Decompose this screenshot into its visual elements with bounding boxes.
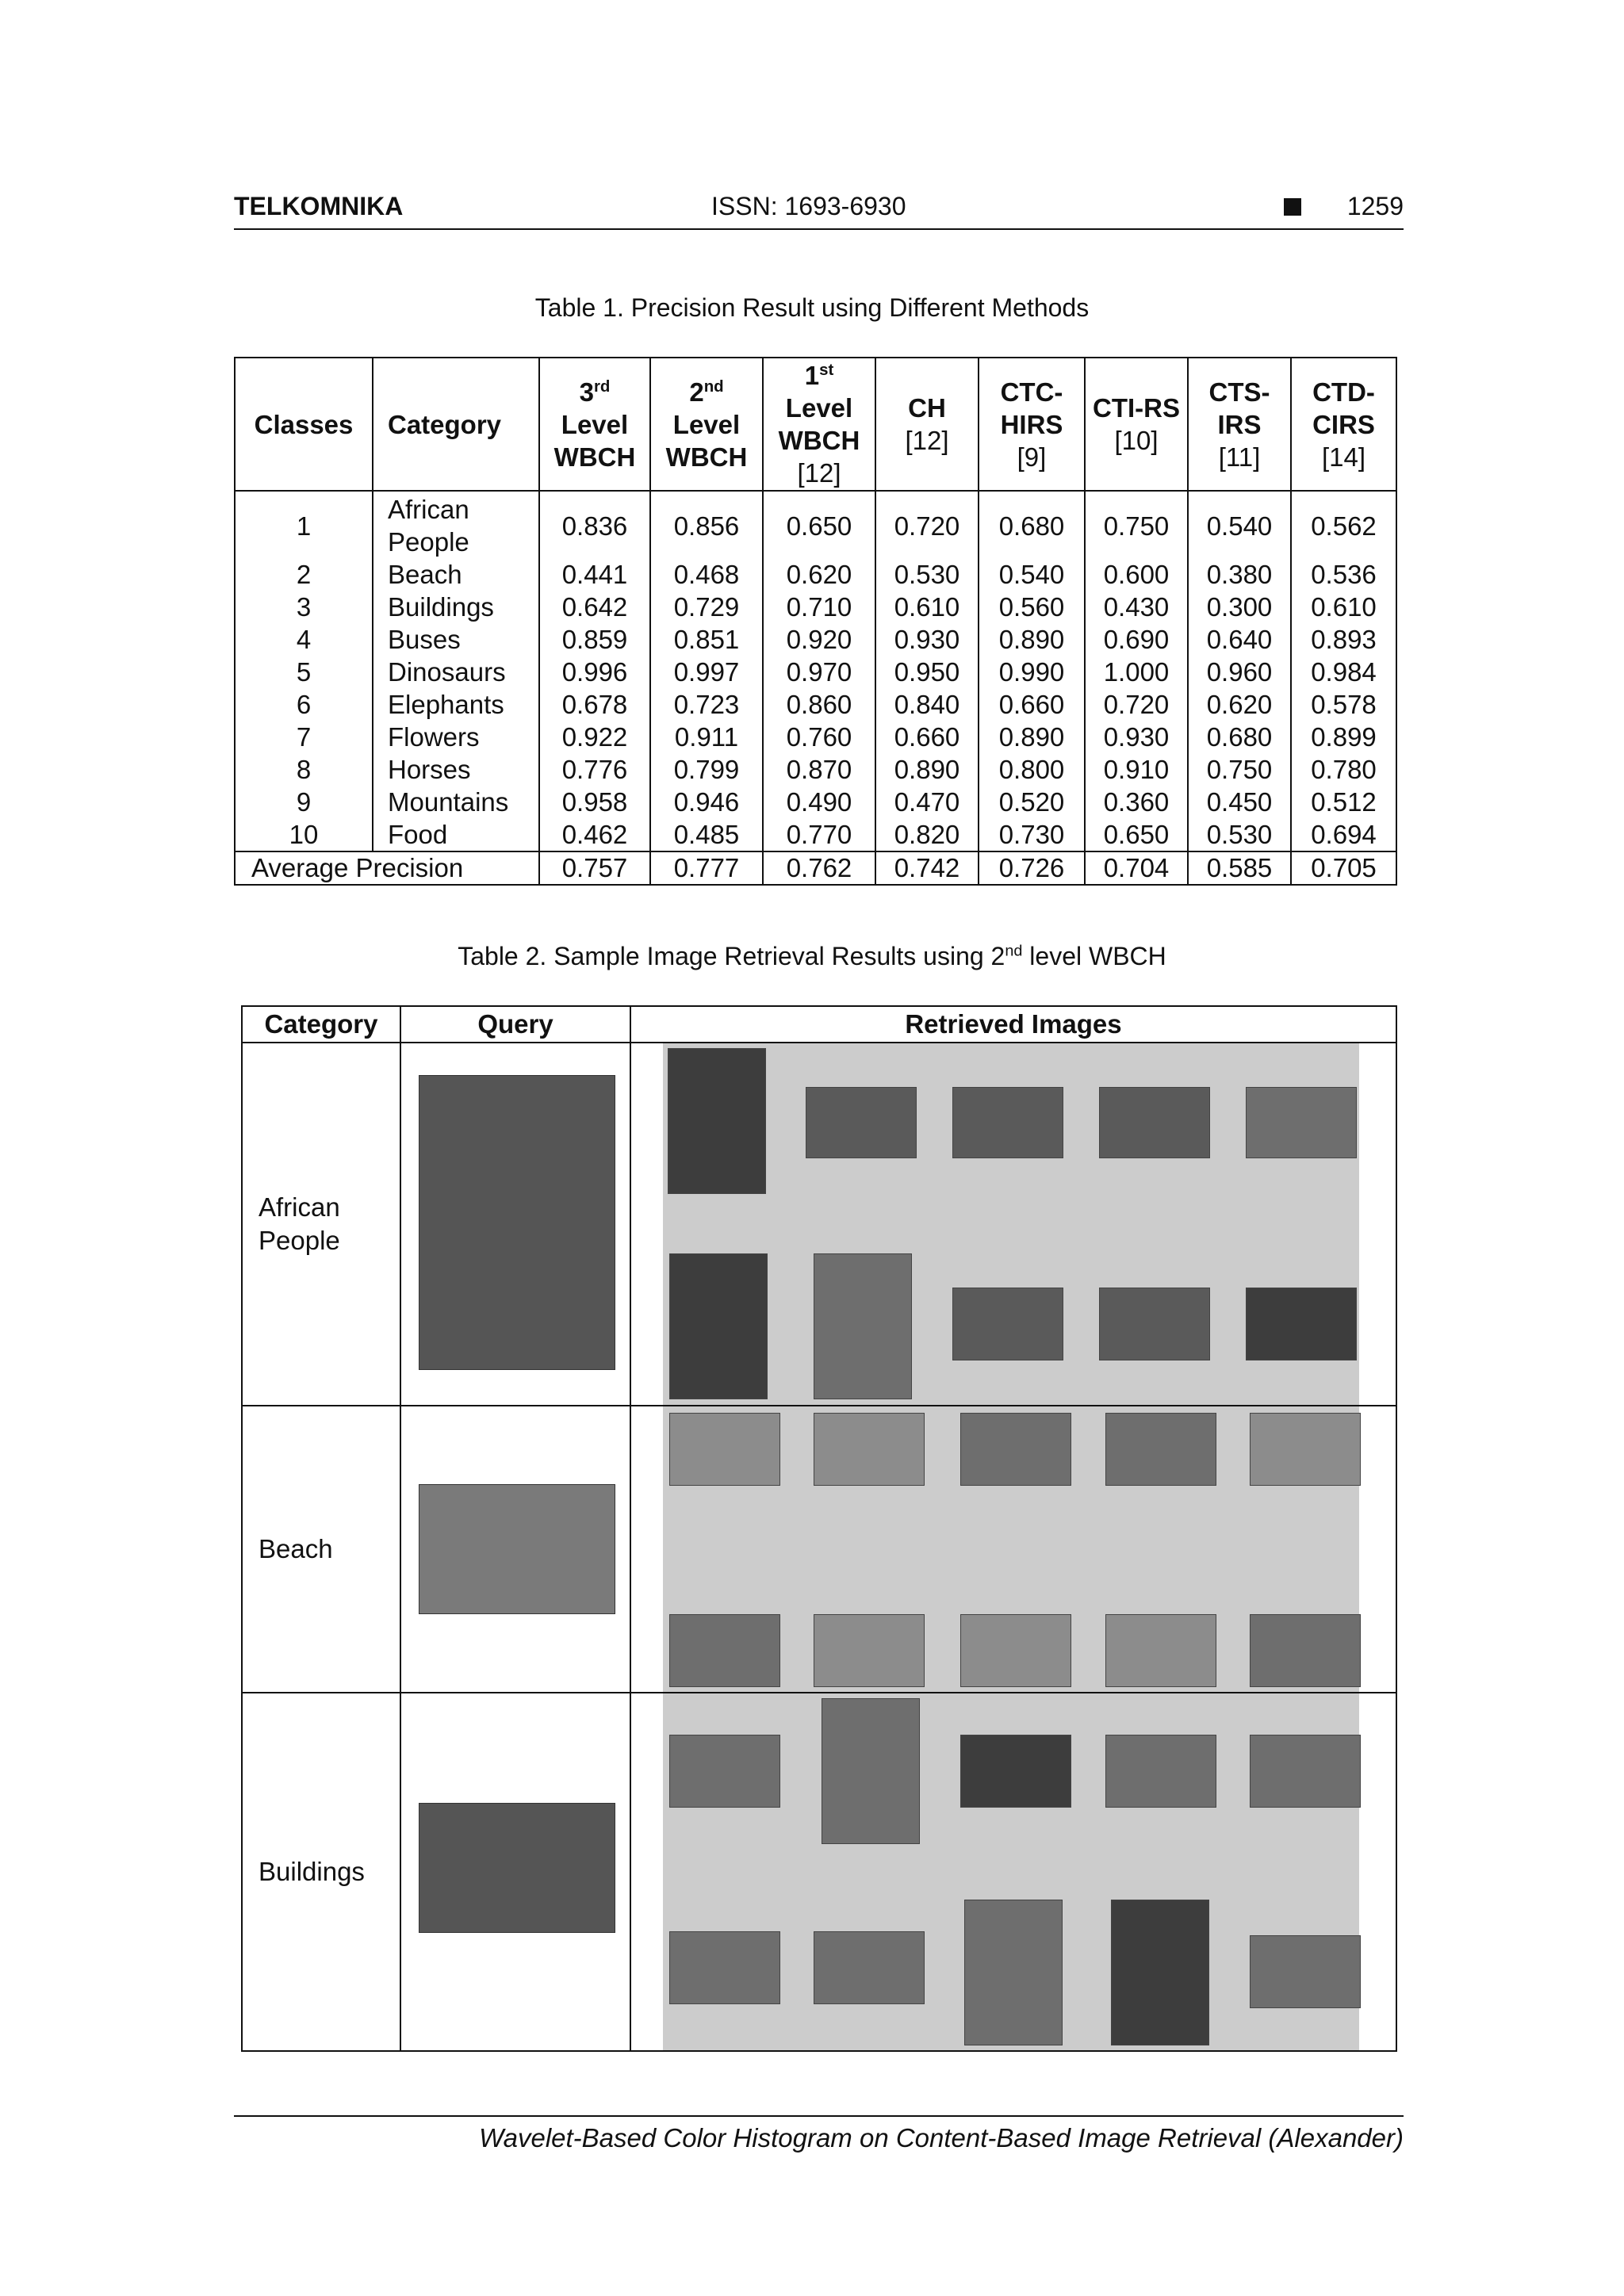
precision-value: 0.485	[650, 818, 763, 851]
average-row	[235, 851, 1396, 885]
precision-value: 0.660	[875, 721, 979, 753]
header-3rd-level-wbch: 3rd Level WBCH	[539, 358, 650, 491]
table-row	[235, 688, 1396, 721]
header-cts-irs: CTS-IRS [11]	[1188, 358, 1291, 491]
table-row	[235, 623, 1396, 656]
class-number: 6	[235, 688, 373, 721]
precision-value: 0.694	[1291, 818, 1396, 851]
precision-value: 0.650	[1085, 818, 1188, 851]
precision-value: 0.996	[539, 656, 650, 688]
precision-value: 0.893	[1291, 623, 1396, 656]
retrieved-image	[669, 1253, 768, 1399]
table-row	[242, 1693, 1396, 2051]
precision-value: 0.468	[650, 558, 763, 591]
precision-value: 0.911	[650, 721, 763, 753]
precision-value: 0.620	[763, 558, 875, 591]
table-row	[235, 818, 1396, 851]
precision-value: 0.660	[979, 688, 1085, 721]
precision-value: 0.840	[875, 688, 979, 721]
precision-value: 0.800	[979, 753, 1085, 786]
precision-value: 0.890	[979, 721, 1085, 753]
precision-value: 0.600	[1085, 558, 1188, 591]
retrieved-images-cell	[630, 1693, 1396, 2051]
precision-value: 0.870	[763, 753, 875, 786]
journal-name: TELKOMNIKA	[234, 192, 404, 220]
retrieved-image	[669, 1413, 780, 1486]
header-ctd-cirs: CTD-CIRS [14]	[1291, 358, 1396, 491]
header-2nd-level-wbch: 2nd Level WBCH	[650, 358, 763, 491]
average-label: Average Precision	[235, 851, 539, 885]
precision-value: 0.899	[1291, 721, 1396, 753]
table1-caption: Table 1. Precision Result using Different Methods	[534, 293, 1090, 322]
precision-value: 0.750	[1188, 753, 1291, 786]
query-image	[419, 1075, 615, 1370]
page-number: 1259	[1346, 192, 1404, 220]
retrieved-image	[668, 1048, 766, 1194]
precision-value: 0.380	[1188, 558, 1291, 591]
precision-value: 0.620	[1188, 688, 1291, 721]
class-number: 9	[235, 786, 373, 818]
header-category: Category	[373, 358, 539, 491]
table-row	[235, 656, 1396, 688]
precision-value: 0.780	[1291, 753, 1396, 786]
precision-value: 0.836	[539, 491, 650, 558]
precision-value: 0.578	[1291, 688, 1396, 721]
precision-value: 0.430	[1085, 591, 1188, 623]
average-value: 0.585	[1188, 851, 1291, 885]
table-row	[235, 721, 1396, 753]
category-name: Beach	[373, 558, 539, 591]
average-value: 0.757	[539, 851, 650, 885]
issn: ISSN: 1693-6930	[711, 192, 906, 220]
category-name: Horses	[373, 753, 539, 786]
precision-value: 0.490	[763, 786, 875, 818]
precision-value: 0.530	[1188, 818, 1291, 851]
precision-table	[234, 357, 1397, 886]
page-footer: Wavelet-Based Color Histogram on Content-Based Image Retrieval (Alexander)	[479, 2123, 1404, 2152]
retrieved-image	[814, 1614, 925, 1687]
retrieved-images-panel	[663, 1693, 1359, 2050]
category-name: Food	[373, 818, 539, 851]
table-row	[235, 591, 1396, 623]
retrieved-image	[814, 1253, 912, 1399]
header-category: Category	[242, 1006, 400, 1043]
table-row	[235, 491, 1396, 558]
precision-value: 0.930	[1085, 721, 1188, 753]
retrieved-image	[960, 1614, 1071, 1687]
precision-value: 0.360	[1085, 786, 1188, 818]
precision-value: 0.470	[875, 786, 979, 818]
precision-value: 0.910	[1085, 753, 1188, 786]
average-value: 0.762	[763, 851, 875, 885]
class-number: 3	[235, 591, 373, 623]
precision-value: 0.642	[539, 591, 650, 623]
table-row	[242, 1406, 1396, 1693]
precision-value: 0.610	[1291, 591, 1396, 623]
precision-value: 0.760	[763, 721, 875, 753]
precision-value: 0.300	[1188, 591, 1291, 623]
precision-value: 0.960	[1188, 656, 1291, 688]
retrieved-image	[1111, 1900, 1209, 2045]
precision-value: 0.770	[763, 818, 875, 851]
precision-value: 0.922	[539, 721, 650, 753]
retrieved-image	[1105, 1735, 1216, 1808]
retrieved-image	[822, 1698, 920, 1844]
retrieved-images-cell	[630, 1406, 1396, 1693]
category-name: African People	[373, 491, 539, 558]
precision-value: 0.997	[650, 656, 763, 688]
category-name: Buses	[373, 623, 539, 656]
precision-value: 0.990	[979, 656, 1085, 688]
retrieval-table	[241, 1005, 1397, 2052]
precision-value: 0.540	[1188, 491, 1291, 558]
row-category: Beach	[242, 1406, 400, 1693]
precision-value: 0.441	[539, 558, 650, 591]
precision-value: 0.859	[539, 623, 650, 656]
precision-value: 0.678	[539, 688, 650, 721]
query-image	[419, 1484, 615, 1614]
table-row	[235, 753, 1396, 786]
average-value: 0.777	[650, 851, 763, 885]
retrieved-image	[1105, 1614, 1216, 1687]
retrieved-image	[952, 1087, 1063, 1158]
retrieved-image	[1246, 1087, 1357, 1158]
category-name: Dinosaurs	[373, 656, 539, 688]
precision-value: 1.000	[1085, 656, 1188, 688]
row-category: African People	[242, 1043, 400, 1406]
retrieved-image	[960, 1413, 1071, 1486]
category-name: Elephants	[373, 688, 539, 721]
retrieved-image	[806, 1087, 917, 1158]
precision-value: 0.920	[763, 623, 875, 656]
class-number: 2	[235, 558, 373, 591]
header-cti-rs: CTI-RS [10]	[1085, 358, 1188, 491]
precision-value: 0.536	[1291, 558, 1396, 591]
query-image	[419, 1803, 615, 1933]
retrieved-image	[1099, 1288, 1210, 1360]
header-classes: Classes	[235, 358, 373, 491]
header-query: Query	[400, 1006, 630, 1043]
precision-value: 0.730	[979, 818, 1085, 851]
precision-value: 0.690	[1085, 623, 1188, 656]
retrieved-image	[1246, 1288, 1357, 1360]
retrieved-image	[669, 1931, 780, 2004]
precision-value: 0.890	[979, 623, 1085, 656]
class-number: 10	[235, 818, 373, 851]
precision-value: 0.776	[539, 753, 650, 786]
retrieved-image	[1250, 1413, 1361, 1486]
average-value: 0.704	[1085, 851, 1188, 885]
precision-value: 0.856	[650, 491, 763, 558]
precision-value: 0.984	[1291, 656, 1396, 688]
query-cell	[400, 1406, 630, 1693]
precision-value: 0.512	[1291, 786, 1396, 818]
header-retrieved-images: Retrieved Images	[630, 1006, 1396, 1043]
retrieved-image	[669, 1735, 780, 1808]
precision-value: 0.720	[1085, 688, 1188, 721]
precision-value: 0.890	[875, 753, 979, 786]
precision-value: 0.820	[875, 818, 979, 851]
header-1st-level-wbch: 1st Level WBCH [12]	[763, 358, 875, 491]
retrieved-image	[1250, 1614, 1361, 1687]
retrieved-image	[814, 1931, 925, 2004]
precision-value: 0.680	[979, 491, 1085, 558]
page-header	[234, 190, 1404, 230]
query-cell	[400, 1693, 630, 2051]
precision-value: 0.710	[763, 591, 875, 623]
retrieved-images-panel	[663, 1406, 1359, 1692]
retrieved-images-panel	[663, 1043, 1359, 1405]
precision-value: 0.860	[763, 688, 875, 721]
retrieved-image	[814, 1413, 925, 1486]
category-name: Buildings	[373, 591, 539, 623]
class-number: 1	[235, 491, 373, 558]
average-value: 0.726	[979, 851, 1085, 885]
class-number: 4	[235, 623, 373, 656]
retrieved-image	[960, 1735, 1071, 1808]
precision-value: 0.799	[650, 753, 763, 786]
footer-rule	[234, 2115, 1404, 2117]
retrieved-image	[1099, 1087, 1210, 1158]
average-value: 0.742	[875, 851, 979, 885]
category-name: Mountains	[373, 786, 539, 818]
table-row	[235, 558, 1396, 591]
precision-value: 0.562	[1291, 491, 1396, 558]
precision-value: 0.610	[875, 591, 979, 623]
precision-value: 0.450	[1188, 786, 1291, 818]
precision-value: 0.851	[650, 623, 763, 656]
precision-value: 0.970	[763, 656, 875, 688]
precision-value: 0.750	[1085, 491, 1188, 558]
precision-value: 0.640	[1188, 623, 1291, 656]
retrieved-image	[669, 1614, 780, 1687]
retrieved-image	[1105, 1413, 1216, 1486]
precision-value: 0.560	[979, 591, 1085, 623]
precision-value: 0.520	[979, 786, 1085, 818]
precision-value: 0.958	[539, 786, 650, 818]
precision-value: 0.723	[650, 688, 763, 721]
precision-value: 0.930	[875, 623, 979, 656]
precision-value: 0.462	[539, 818, 650, 851]
precision-table-body	[235, 491, 1396, 885]
row-category: Buildings	[242, 1693, 400, 2051]
precision-value: 0.720	[875, 491, 979, 558]
precision-value: 0.946	[650, 786, 763, 818]
square-icon	[1284, 198, 1301, 216]
class-number: 8	[235, 753, 373, 786]
retrieved-image	[952, 1288, 1063, 1360]
table-row	[242, 1043, 1396, 1406]
category-name: Flowers	[373, 721, 539, 753]
precision-value: 0.650	[763, 491, 875, 558]
class-number: 7	[235, 721, 373, 753]
header-ctc-hirs: CTC-HIRS [9]	[979, 358, 1085, 491]
query-cell	[400, 1043, 630, 1406]
retrieved-image	[1250, 1935, 1361, 2008]
precision-value: 0.950	[875, 656, 979, 688]
header-ch: CH [12]	[875, 358, 979, 491]
table2-caption: Table 2. Sample Image Retrieval Results using 2nd level WBCH	[458, 942, 1166, 970]
precision-value: 0.530	[875, 558, 979, 591]
precision-value: 0.680	[1188, 721, 1291, 753]
retrieved-image	[964, 1900, 1063, 2045]
table-row	[235, 786, 1396, 818]
retrieved-images-cell	[630, 1043, 1396, 1406]
precision-value: 0.729	[650, 591, 763, 623]
average-value: 0.705	[1291, 851, 1396, 885]
class-number: 5	[235, 656, 373, 688]
retrieved-image	[1250, 1735, 1361, 1808]
precision-value: 0.540	[979, 558, 1085, 591]
